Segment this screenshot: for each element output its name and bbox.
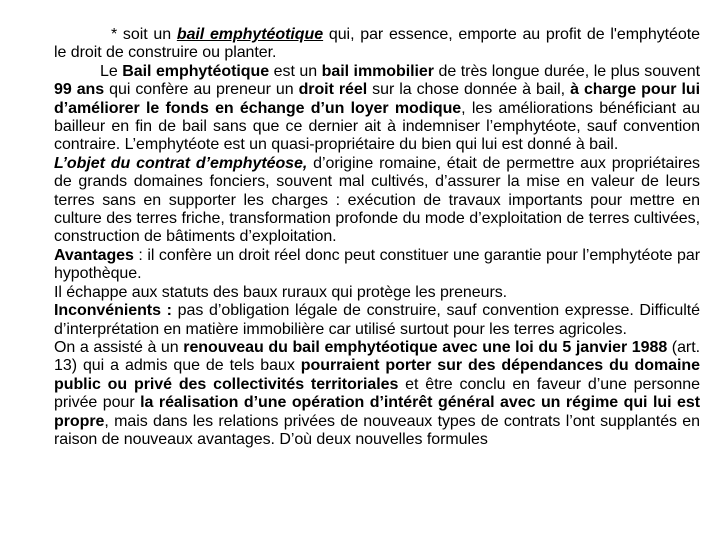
bold-term: Bail emphytéotique: [122, 62, 270, 80]
paragraph-baux-ruraux: [54, 284, 700, 302]
text-run: (art. 13) qui a admis que de tels baux: [54, 338, 701, 375]
bold-term: 99 ans: [54, 81, 105, 99]
bold-heading: Avantages: [54, 246, 134, 264]
paragraph-inconvenients: [54, 302, 700, 339]
text-run: de très longue durée, le plus souvent: [433, 62, 700, 80]
text-run: Il échappe aux statuts des baux ruraux qui protège les preneurs.: [54, 283, 508, 301]
bold-term: bail immobilier: [321, 62, 434, 80]
text-run: qui, par essence, emporte au profit de l'emphytéote le droit de construire ou planter.: [54, 26, 700, 62]
paragraph-bail-definition: [54, 26, 700, 63]
text-run: * soit un: [111, 26, 177, 43]
text-run: pas d’obligation légale de construire, sauf convention expresse. Difficulté d’interprétation en matière immobilière car utilisé surtout pour les terres agricoles.: [54, 302, 700, 338]
bold-italic-heading: L’objet du contrat d’emphytéose,: [54, 154, 308, 172]
paragraph-renouveau: [54, 339, 700, 449]
text-run: : il confère un droit réel donc peut constituer une garantie pour l’emphytéote par hypothèque.: [54, 246, 700, 283]
text-run: d’origine romaine, était de permettre aux propriétaires de grands domaines fonciers, souvent mal cultivés, d’assurer la mise en valeur de leurs terres sans en supporter les charges : exécution de travaux importants pour mettre en culture des terres friche, transformation profonde du mode d’exploitation de terres cultivées, construction de bâtiments d’exploitation.: [54, 154, 700, 246]
bold-term: droit réel: [298, 81, 368, 99]
paragraph-avantages: [54, 247, 700, 284]
text-run: , mais dans les relations privées de nouveaux types de contrats l’ont supplantés en raison de nouveaux avantages. D’où deux nouvelles formules: [54, 412, 700, 448]
bold-term: pourraient porter sur des dépendances du domaine public ou privé des collectivités territoriales: [54, 357, 700, 393]
bold-term: à charge pour lui d’améliorer le fonds en échange d’un loyer modique: [54, 81, 700, 117]
paragraph-bail-emphyteotique: [54, 63, 700, 155]
paragraph-objet-contrat: [54, 155, 700, 247]
text-run: sur la chose donnée à bail,: [367, 81, 571, 99]
bold-term: la réalisation d’une opération d’intérêt général avec un régime qui lui est propre: [54, 394, 700, 430]
bold-heading: Inconvénients :: [54, 302, 172, 320]
bold-term: renouveau du bail emphytéotique avec une loi du 5 janvier 1988: [183, 338, 668, 356]
text-run: est un: [269, 62, 322, 80]
document-body: [54, 26, 700, 449]
text-run: , les améliorations bénéficiant au bailleur en fin de bail sans que ce dernier ait à indemniser l’emphytéote, sauf convention contraire. L’emphytéote est un quasi-propriétaire du bien qui lui est donné à bail.: [54, 99, 701, 154]
text-run: et être conclu en faveur d’une personne privée pour: [54, 375, 700, 412]
text-run: On a assisté à un: [54, 338, 184, 356]
bold-italic-term: bail emphytéotique: [176, 26, 324, 43]
text-run: qui confère au preneur un: [104, 81, 299, 99]
text-run: Le: [100, 62, 123, 80]
